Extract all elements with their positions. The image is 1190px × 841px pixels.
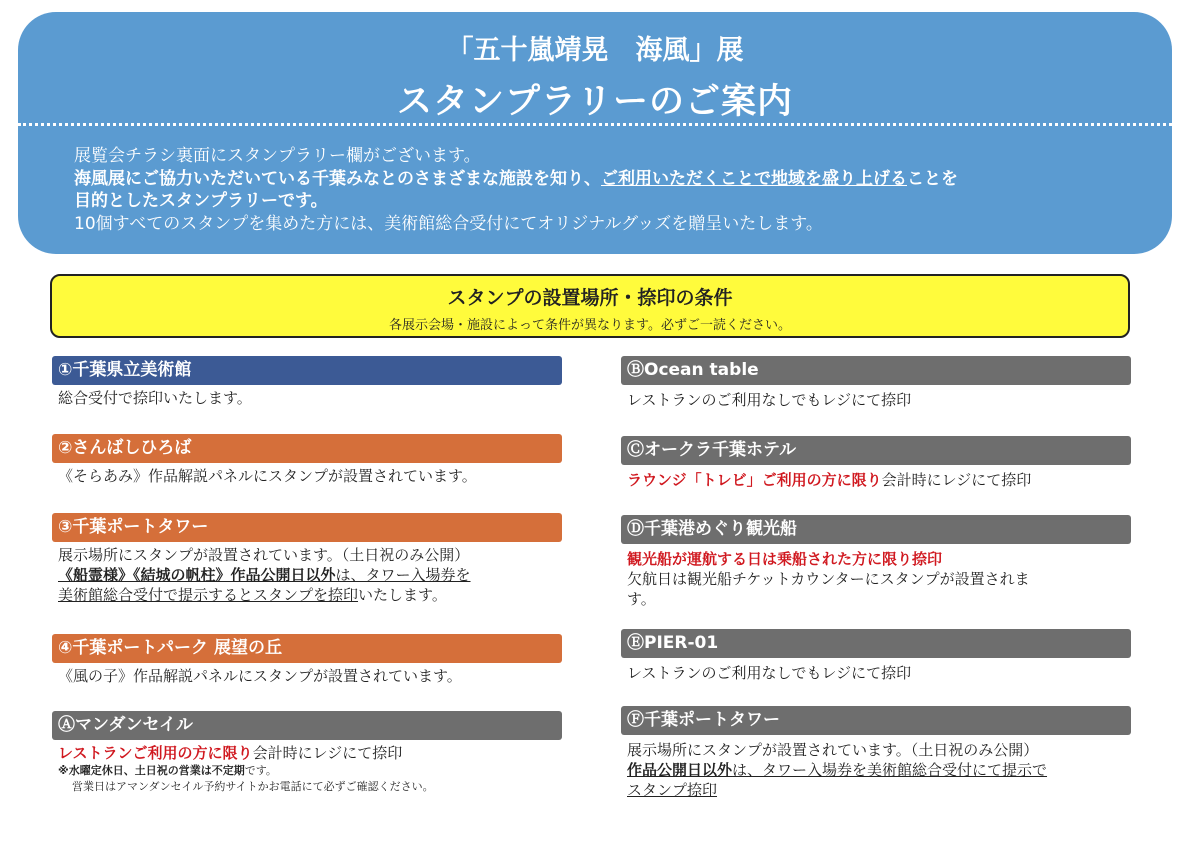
location-3-desc-2: [58, 565, 562, 585]
conditions-box: [50, 274, 1130, 338]
location-d-desc: [621, 549, 1131, 609]
location-2-title: ②さんばしひろば: [52, 434, 562, 463]
location-f-desc-2-bold: 作品公開日以外: [627, 761, 733, 779]
location-f-desc-1: 展示場所にスタンプが設置されています。（土日祝のみ公開）: [627, 741, 1039, 759]
location-a-note: [58, 763, 562, 779]
dotted-divider: [18, 123, 1172, 126]
location-e: [621, 629, 1131, 683]
page-title: スタンプラリーのご案内: [396, 82, 793, 122]
location-3-desc-2-bold: 《船霊様》《結城の帆柱》作品公開日以外: [58, 566, 336, 584]
location-f-desc-3: スタンプ捺印: [627, 781, 718, 799]
location-d-title: Ⓓ千葉港めぐり観光船: [621, 515, 1131, 544]
location-b-desc: レストランのご利用なしでもレジにて捺印: [627, 391, 912, 409]
location-2: [52, 434, 562, 486]
location-f-desc-2-rest: は、タワー入場券を美術館総合受付にて提示で: [732, 761, 1048, 779]
location-3-desc: [52, 545, 562, 605]
location-3-title: ③千葉ポートタワー: [52, 513, 562, 542]
location-a-note-rest: です。: [244, 764, 277, 777]
location-a-note-2: 営業日はアマンダンセイル予約サイトかお電話にて必ずご確認ください。: [72, 780, 434, 793]
location-c: [621, 436, 1131, 490]
location-4-desc: 《風の子》作品解説パネルにスタンプが設置されています。: [58, 667, 462, 685]
intro-line-2: [74, 168, 1144, 191]
intro-line-2b: ご利用いただくことで地域を盛り上げる: [601, 168, 907, 189]
location-b-title: ⒷOcean table: [621, 356, 1131, 385]
location-c-desc-rest: 会計時にレジにて捺印: [881, 471, 1032, 489]
location-a: [52, 711, 562, 795]
location-f-title: Ⓕ千葉ポートタワー: [621, 706, 1131, 735]
location-a-desc-1: [58, 743, 562, 763]
location-c-desc: [621, 470, 1131, 490]
location-e-title: ⒺPIER-01: [621, 629, 1131, 658]
location-a-note-bold: ※水曜定休日、土日祝の営業は不定期: [58, 764, 245, 777]
location-3: [52, 513, 562, 605]
intro-text: [74, 145, 1144, 235]
location-d-desc-red: 観光船が運航する日は乗船された方に限り捺印: [627, 550, 943, 568]
location-1-title: ①千葉県立美術館: [52, 356, 562, 385]
location-1: [52, 356, 562, 408]
conditions-subtitle: 各展示会場・施設によって条件が異なります。必ずご一読ください。: [389, 318, 791, 333]
location-3-desc-1: 展示場所にスタンプが設置されています。（土日祝のみ公開）: [58, 546, 470, 564]
location-4-title: ④千葉ポートパーク 展望の丘: [52, 634, 562, 663]
location-d: [621, 515, 1131, 609]
location-2-desc: 《そらあみ》作品解説パネルにスタンプが設置されています。: [58, 467, 477, 485]
location-c-desc-red: ラウンジ「トレビ」ご利用の方に限り: [627, 471, 882, 489]
location-3-desc-3: [58, 585, 562, 605]
intro-line-2c: ことを: [907, 168, 958, 189]
location-e-desc: レストランのご利用なしでもレジにて捺印: [627, 664, 912, 682]
intro-line-4: 10個すべてのスタンプを集めた方には、美術館総合受付にてオリジナルグッズを贈呈いたします。: [74, 213, 823, 234]
location-a-desc: [52, 743, 562, 795]
location-f-desc: [621, 740, 1131, 800]
location-c-title: Ⓒオークラ千葉ホテル: [621, 436, 1131, 465]
location-f-desc-2: [627, 760, 1131, 780]
intro-line-3: 目的としたスタンプラリーです。: [74, 191, 328, 211]
location-a-desc-red: レストランご利用の方に限り: [58, 744, 253, 762]
location-f: [621, 706, 1131, 800]
location-4: [52, 634, 562, 686]
location-3-desc-3-rest: いたします。: [358, 586, 447, 604]
exhibition-title: 「五十嵐靖晃 海風」展: [446, 35, 744, 66]
conditions-title: スタンプの設置場所・捺印の条件: [447, 287, 733, 309]
intro-line-1: 展覧会チラシ裏面にスタンプラリー欄がございます。: [74, 146, 481, 166]
location-b: [621, 356, 1131, 410]
location-a-desc-rest: 会計時にレジにて捺印: [252, 744, 403, 762]
header-banner: [18, 12, 1172, 254]
location-d-desc-2: 欠航日は観光船チケットカウンターにスタンプが設置されま: [627, 570, 1030, 588]
location-a-title: Ⓐマンダンセイル: [52, 711, 562, 740]
location-d-desc-3: す。: [627, 590, 656, 608]
location-3-desc-2-rest: は、タワー入場券を: [335, 566, 471, 584]
location-3-desc-3-u: 美術館総合受付で提示するとスタンプを捺印: [58, 586, 359, 604]
intro-line-2a: 海風展にご協力いただいている千葉みなとのさまざまな施設を知り、: [74, 168, 601, 189]
location-1-desc: 総合受付で捺印いたします。: [58, 389, 252, 407]
